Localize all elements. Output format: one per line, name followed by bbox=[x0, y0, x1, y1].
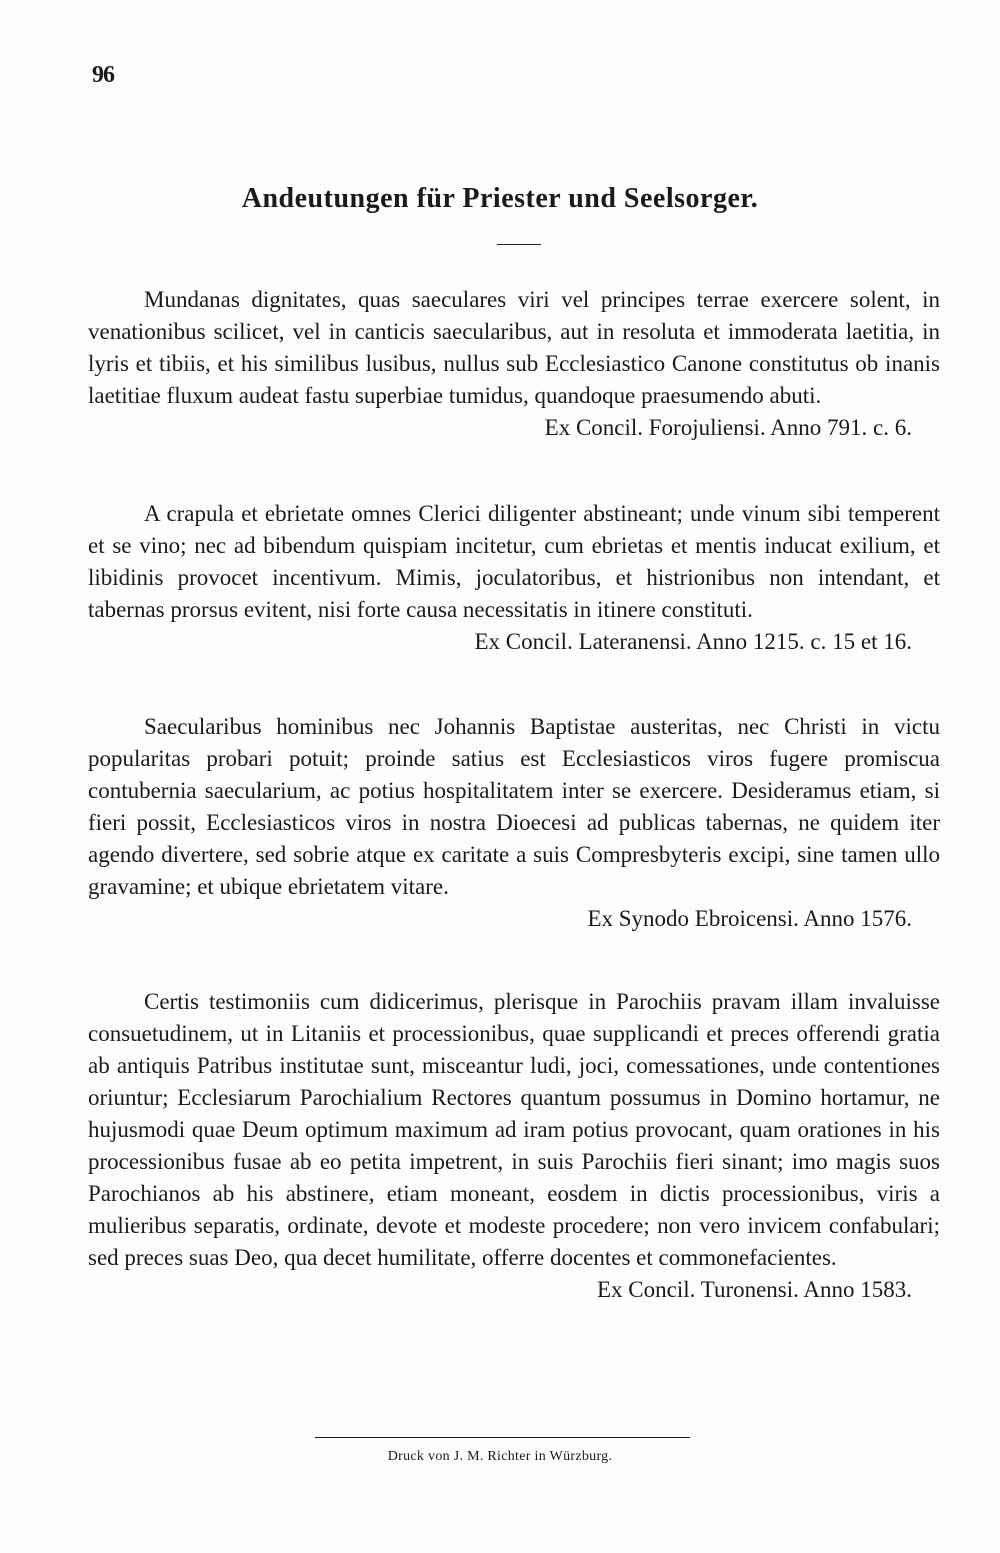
passage-2 bbox=[88, 498, 940, 658]
passage-source: Ex Concil. Lateranensi. Anno 1215. c. 15 et 16. bbox=[474, 629, 912, 654]
passage-source: Ex Synodo Ebroicensi. Anno 1576. bbox=[587, 906, 912, 931]
passage-1 bbox=[88, 284, 940, 444]
footer-rule bbox=[315, 1437, 690, 1438]
running-title: Andeutungen für Priester und Seelsorger. bbox=[241, 183, 759, 214]
passage-text: Saecularibus hominibus nec Johannis Baptistae austeritas, nec Christi in victu popularitas probari potuit; proinde satius est Ecclesiasticos viros fugere promiscua contubernia saecularium, ac potius hospitalitatem inter se exercere. Desideramus etiam, si fieri possit, Ecclesiasticos viros in nostra Dioecesi ad publicas tabernas, ne quidem iter agendo divertere, sed sobrie atque ex caritate a suis Compresbyteris excipi, sine tamen ullo gravamine; et ubique ebrietatem vitare. bbox=[88, 714, 940, 899]
title-rule bbox=[497, 244, 541, 245]
passage-text: Certis testimoniis cum didicerimus, plerisque in Parochiis pravam illam invaluisse consuetudinem, ut in Litaniis et processionibus, quae supplicandi et preces offerendi gratia ab antiquis Patribus institutae sunt, misceantur ludi, joci, comessationes, unde contentiones oriuntur; Ecclesiarum Parochialium Rectores quantum possumus in Domino hortamur, ne hujusmodi quae Deum optimum maximum ad iram potius provocant, quam orationes in his processionibus fusae ab eo petita impetrent, in suis Parochiis fieri sinant; imo magis suos Parochianos ab his abstinere, etiam moneant, eosdem in dictis processionibus, viris a mulieribus separatis, ordinate, devote et modeste procedere; non vero invicem confabulari; sed preces suas Deo, qua decet humilitate, offerre docentes et commonefacientes. bbox=[88, 989, 940, 1270]
passage-text: Mundanas dignitates, quas saeculares viri vel principes terrae exercere solent, in venationibus scilicet, vel in canticis saecularibus, aut in resoluta et immoderata laetitia, in lyris et tibiis, et his similibus lusibus, nullus sub Ecclesiastico Canone constitutus ob inanis laetitiae fluxum audeat fastu superbiae tumidus, quandoque praesumendo abuti. bbox=[88, 287, 940, 408]
passage-source: Ex Concil. Forojuliensi. Anno 791. c. 6. bbox=[544, 415, 912, 440]
passage-4 bbox=[88, 986, 940, 1306]
printer-imprint: Druck von J. M. Richter in Würzburg. bbox=[387, 1449, 613, 1464]
passage-text: A crapula et ebrietate omnes Clerici diligenter abstineant; unde vinum sibi temperent et se vino; nec ad bibendum quispiam incitetur, cum ebrietas et mentis inducat exilium, et libidinis provocet incentivum. Mimis, joculatoribus, et histrionibus non intendant, et tabernas prorsus evitent, nisi forte causa necessitatis in itinere constituti. bbox=[88, 501, 940, 622]
passage-source: Ex Concil. Turonensi. Anno 1583. bbox=[596, 1277, 912, 1302]
passage-3 bbox=[88, 711, 940, 935]
page-number: 96 bbox=[92, 62, 114, 88]
